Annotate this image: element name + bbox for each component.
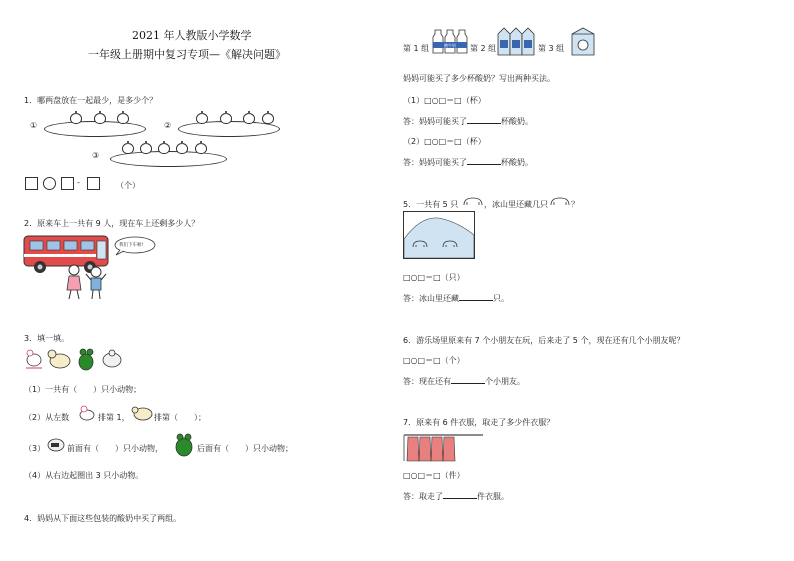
apple-icon: [196, 113, 208, 124]
speech-bubble-text: 我们下车啦!: [119, 243, 144, 248]
answer-blank[interactable]: [459, 293, 493, 301]
sheep-icon: [130, 404, 154, 422]
apple-icon: [122, 143, 134, 154]
apple-icon: [176, 143, 188, 154]
q5-answer-a: 答：冰山里还藏: [403, 294, 459, 303]
polar-bear-icon: [462, 195, 484, 207]
puppy-icon: [44, 435, 66, 453]
q5-t1: 5．一共有 5 只: [403, 200, 459, 209]
q5-eq: □○□＝□（只）: [403, 273, 465, 282]
q4-answer2-a: 答：妈妈可能买了: [403, 158, 467, 167]
q3-sub2-a: （2）从左数: [24, 413, 70, 422]
plate-1: [44, 121, 146, 137]
q6-answer-b: 个小朋友。: [485, 377, 525, 386]
q2-text: 2．原来车上一共有 9 人，现在车上还剩多少人？: [24, 219, 200, 228]
q4-answer1-a: 答：妈妈可能买了: [403, 117, 467, 126]
doc-title-line2: 一年级上册期中复习专项—《解决问题》: [88, 48, 286, 61]
iceberg-picture: [403, 211, 475, 259]
q3-sub3-b: 前面有（ ）只小动物，: [67, 444, 163, 453]
polar-bear-icon: [549, 195, 571, 207]
q6-answer: [403, 376, 525, 387]
q3-sub2-c: 排第（ ）；: [154, 413, 206, 422]
group-2-label: 第 2 组: [470, 44, 497, 53]
apple-icon: [94, 113, 106, 124]
group-1-label: 第 1 组: [403, 44, 430, 53]
doc-title-line1: 2021 年人教版小学数学: [132, 29, 252, 42]
milk-box-icon: [568, 26, 598, 56]
q7-eq: □○□＝□（件）: [403, 471, 465, 480]
q5-t2: ，冰山里还藏几只: [484, 200, 548, 209]
q4-eq2: （2）□○□＝□（杯）: [403, 137, 486, 146]
apple-icon: [243, 113, 255, 124]
apple-icon: [262, 113, 274, 124]
answer-box[interactable]: [61, 177, 74, 190]
q4-answer1: [403, 116, 533, 127]
q1-text: 1．哪两盘放在一起最少，是多少个？: [24, 96, 158, 105]
answer-box[interactable]: [25, 177, 38, 190]
q3-sub3-a: （3）: [24, 444, 46, 453]
answer-box[interactable]: [87, 177, 100, 190]
q5-answer: [403, 293, 509, 304]
q4-question: 妈妈可能买了多少杯酸奶？写出两种买法。: [403, 74, 555, 83]
answer-blank[interactable]: [467, 157, 501, 165]
apple-icon: [117, 113, 129, 124]
q1-label-3: ③: [92, 151, 100, 160]
answer-blank[interactable]: [451, 376, 485, 384]
apple-icon: [220, 113, 232, 124]
apple-icon: [70, 113, 82, 124]
q1-label-2: ②: [164, 121, 172, 130]
q1-unit: （个）: [116, 181, 140, 190]
q3-sub2-b: 排第 1，: [98, 413, 130, 422]
milk-label: 酸牛奶: [444, 43, 456, 48]
q4-answer1-b: 杯酸奶。: [501, 117, 533, 126]
q6-eq: □○□＝□（个）: [403, 356, 465, 365]
q6-answer-a: 答：现在还有: [403, 377, 451, 386]
q4-answer2-b: 杯酸奶。: [501, 158, 533, 167]
q7-answer: [403, 491, 509, 502]
q4-answer2: [403, 157, 533, 168]
q3-text: 3．填一填。: [24, 334, 70, 343]
milk-bottles-icon: [432, 28, 470, 54]
answer-blank[interactable]: [467, 116, 501, 124]
equals-sign: -: [77, 178, 80, 187]
q3-sub4: （4）从右边起圈出 3 只小动物。: [24, 471, 144, 480]
kitten-icon: [77, 404, 97, 422]
q3-sub1: （1）一共有（ ）只小动物；: [24, 385, 142, 394]
q4-eq1: （1）□○□＝□（杯）: [403, 96, 486, 105]
q7-answer-a: 答：取走了: [403, 492, 443, 501]
q1-label-1: ①: [30, 121, 38, 130]
q6-text: 6．游乐场里原来有 7 个小朋友在玩，后来走了 5 个，现在还有几个小朋友呢？: [403, 336, 685, 345]
q3-sub3-c: 后面有（ ）只小动物；: [197, 444, 293, 453]
apple-icon: [158, 143, 170, 154]
frog-icon: [172, 432, 196, 458]
apple-icon: [195, 143, 207, 154]
q7-answer-b: 件衣服。: [477, 492, 509, 501]
children-icon: [62, 262, 110, 302]
answer-blank[interactable]: [443, 491, 477, 499]
q5-t3: ？: [571, 200, 579, 209]
clothes-rack-icon: [403, 431, 485, 463]
operator-circle[interactable]: [43, 177, 56, 190]
group-3-label: 第 3 组: [538, 44, 565, 53]
animals-row-icon: [22, 346, 126, 374]
q4-text: 4．妈妈从下面这些包装的酸奶中买了两组。: [24, 514, 182, 523]
q7-text: 7．原来有 6 件衣服，取走了多少件衣服？: [403, 418, 555, 427]
apple-icon: [140, 143, 152, 154]
milk-cartons-icon: [496, 26, 536, 56]
q5-answer-b: 只。: [493, 294, 509, 303]
